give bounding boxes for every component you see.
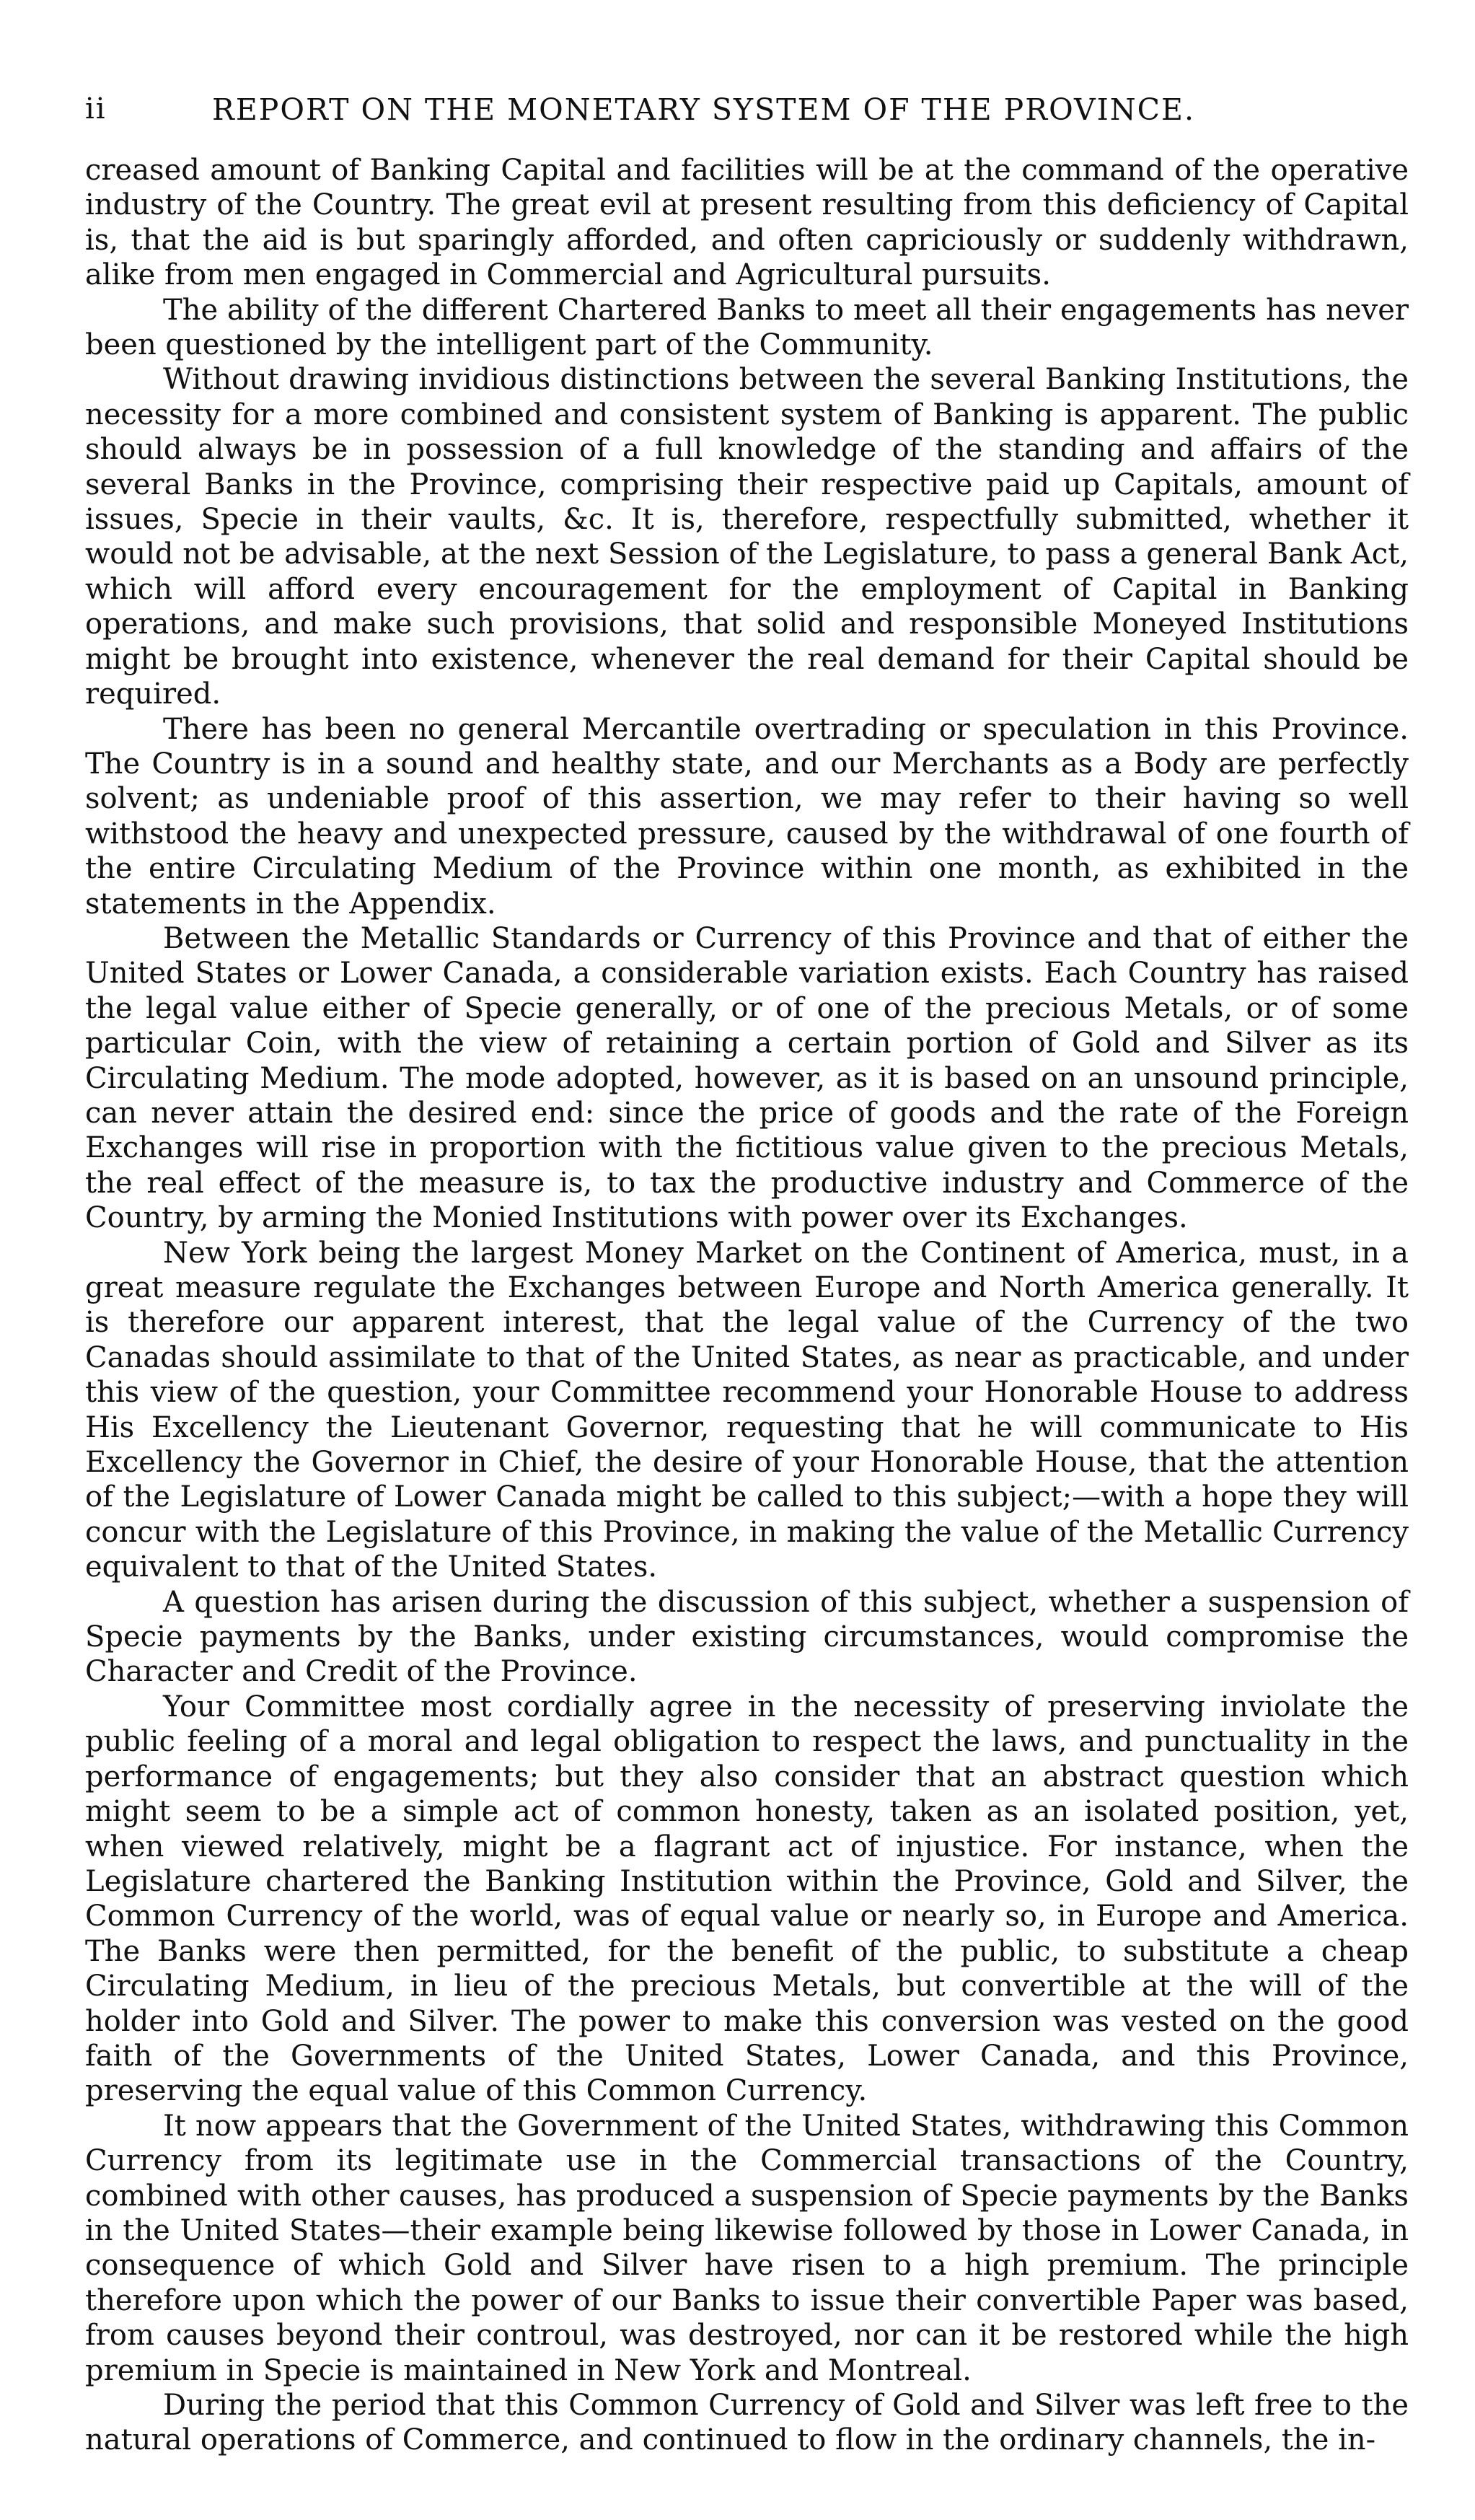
paragraph: A question has arisen during the discussion of this subject, whether a suspension of Specie payments by the Banks, under existing circumstances, would compromise the Character and Credit of the Province. <box>85 1585 1409 1689</box>
paragraph: The ability of the different Chartered Banks to meet all their engagements has never been questioned by the intelligent part of the Community. <box>85 293 1409 362</box>
paragraph: creased amount of Banking Capital and facilities will be at the command of the operative industry of the Country. The great evil at present resulting from this deficiency of Capital is, that the aid is but sparingly afforded, and often capriciously or suddenly withdrawn, alike from men engaged in Commercial and Agricultural pursuits. <box>85 154 1409 292</box>
paragraph: There has been no general Mercantile overtrading or speculation in this Province. The Country is in a sound and healthy state, and our Merchants as a Body are perfectly solvent; as undeniable proof of this assertion, we may refer to their having so well withstood the heavy and unexpected pressure, caused by the withdrawal of one fourth of the entire Circulating Medium of the Province within one month, as exhibited in the statements in the Appendix. <box>85 712 1409 921</box>
page-number: ii <box>85 92 107 126</box>
body-text <box>85 153 1409 2458</box>
paragraph: Without drawing invidious distinctions between the several Banking Institutions, the necessity for a more combined and consistent system of Banking is apparent. The public should always be in possession of a full knowledge of the standing and affairs of the several Banks in the Province, comprising their respective paid up Capitals, amount of issues, Specie in their vaults, &c. It is, therefore, respectfully submitted, whether it would not be advisable, at the next Session of the Legislature, to pass a general Bank Act, which will afford every encouragement for the employment of Capital in Banking operations, and make such provisions, that solid and responsible Moneyed Institutions might be brought into existence, whenever the real demand for their Capital should be required. <box>85 363 1409 711</box>
paragraph: It now appears that the Government of the United States, withdrawing this Common Currency from its legitimate use in the Commercial transactions of the Country, combined with other causes, has produced a suspension of Specie payments by the Banks in the United States—their example being likewise followed by those in Lower Canada, in consequence of which Gold and Silver have risen to a high premium. The principle therefore upon which the power of our Banks to issue their convertible Paper was based, from causes beyond their controul, was destroyed, nor can it be restored while the high premium in Specie is maintained in New York and Montreal. <box>85 2109 1409 2387</box>
paragraph: New York being the largest Money Market on the Continent of America, must, in a great measure regulate the Exchanges between Europe and North America generally. It is therefore our apparent interest, that the legal value of the Currency of the two Canadas should assimilate to that of the United States, as near as practicable, and under this view of the question, your Committee recommend your Honorable House to address His Excellency the Lieutenant Governor, requesting that he will communicate to His Excellency the Governor in Chief, the desire of your Honorable House, that the attention of the Legislature of Lower Canada might be called to this subject;—with a hope they will concur with the Legislature of this Province, in making the value of the Metallic Currency equivalent to that of the United States. <box>85 1236 1409 1584</box>
page-header <box>85 92 1409 136</box>
paragraph: Between the Metallic Standards or Currency of this Province and that of either the United States or Lower Canada, a considerable variation exists. Each Country has raised the legal value either of Specie generally, or of one of the precious Metals, or of some particular Coin, with the view of retaining a certain portion of Gold and Silver as its Circulating Medium. The mode adopted, however, as it is based on an unsound principle, can never attain the desired end: since the price of goods and the rate of the Foreign Exchanges will rise in proportion with the fictitious value given to the precious Metals, the real effect of the measure is, to tax the productive industry and Commerce of the Country, by arming the Monied Institutions with power over its Exchanges. <box>85 921 1409 1235</box>
paragraph: During the period that this Common Currency of Gold and Silver was left free to the natural operations of Commerce, and continued to flow in the ordinary channels, the in- <box>85 2389 1409 2457</box>
paragraph: Your Committee most cordially agree in the necessity of preserving inviolate the public feeling of a moral and legal obligation to respect the laws, and punctuality in the performance of engagements; but they also consider that an abstract question which might seem to be a simple act of common honesty, taken as an isolated position, yet, when viewed relatively, might be a flagrant act of injustice. For instance, when the Legislature chartered the Banking Institution within the Province, Gold and Silver, the Common Currency of the world, was of equal value or nearly so, in Europe and America. The Banks were then permitted, for the benefit of the public, to substitute a cheap Circulating Medium, in lieu of the precious Metals, but convertible at the will of the holder into Gold and Silver. The power to make this conversion was vested on the good faith of the Governments of the United States, Lower Canada, and this Province, preserving the equal value of this Common Currency. <box>85 1690 1409 2108</box>
running-head: REPORT ON THE MONETARY SYSTEM OF THE PROVINCE. <box>212 92 1195 127</box>
